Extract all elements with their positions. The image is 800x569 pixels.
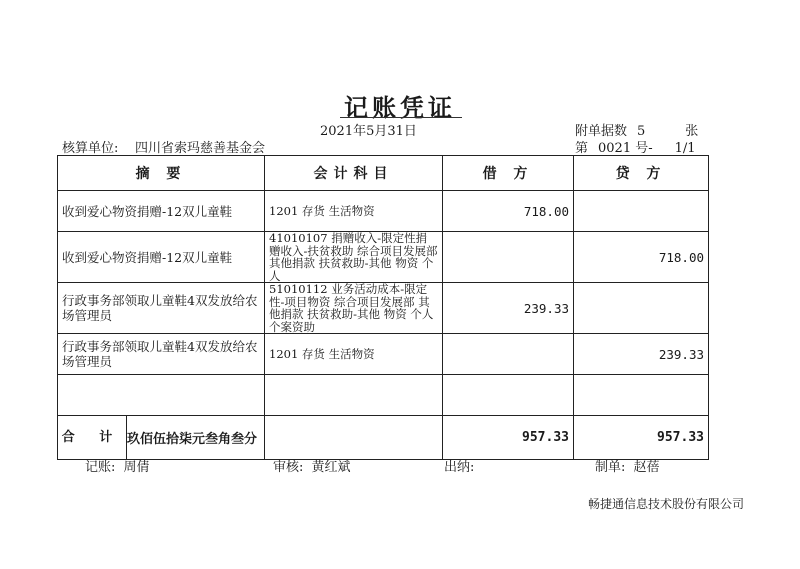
row-credit: 239.33 [574, 334, 709, 375]
row-account [265, 375, 443, 416]
reviewer-label: 审核: [273, 460, 304, 475]
row-summary: 收到爱心物资捐赠-12双儿童鞋 [58, 232, 265, 283]
row-account: 51010112 业务活动成本-限定性-项目物资 综合项目发展部 其他捐款 扶贫救助-其他 物资 个人 个案资助 [265, 283, 443, 334]
maker-name: 赵蓓 [633, 460, 660, 475]
header-summary: 摘 要 [58, 156, 265, 191]
bookkeeper-name: 周倩 [123, 460, 150, 475]
voucher-title: 记账凭证 [344, 93, 456, 122]
reviewer-name: 黄红斌 [311, 460, 351, 475]
header-account: 会计科目 [265, 156, 443, 191]
total-row [58, 416, 709, 460]
software-company: 畅捷通信息技术股份有限公司 [588, 497, 745, 511]
table-header-row [58, 156, 709, 191]
header-debit: 借 方 [443, 156, 574, 191]
total-amount-words: 玖佰伍拾柒元叁角叁分 [127, 432, 258, 447]
row-account: 41010107 捐赠收入-限定性捐赠收入-扶贫救助 综合项目发展部 其他捐款 扶贫救助-其他 物资 个人 [265, 232, 443, 283]
voucher-prefix: 第 [575, 141, 589, 156]
voucher-number: 0021 [598, 141, 632, 156]
maker-signature [595, 456, 660, 475]
row-credit [574, 375, 709, 416]
total-debit: 957.33 [443, 416, 574, 460]
row-credit: 718.00 [574, 232, 709, 283]
cashier-signature [444, 456, 474, 475]
table-row [58, 232, 709, 283]
row-debit [443, 232, 574, 283]
row-summary: 收到爱心物资捐赠-12双儿童鞋 [58, 191, 265, 232]
voucher-number-info [575, 137, 696, 156]
attachments-count: 5 [637, 124, 646, 139]
bookkeeper-label: 记账: [85, 460, 116, 475]
reviewer-signature [273, 456, 351, 475]
total-spacer [265, 416, 443, 460]
total-label: 合 计 [58, 416, 127, 459]
row-account: 1201 存货 生活物资 [265, 191, 443, 232]
maker-label: 制单: [595, 460, 626, 475]
attachments-label: 附单据数 [575, 124, 628, 139]
row-summary: 行政事务部领取儿童鞋4双发放给农场管理员 [58, 283, 265, 334]
total-cell [58, 416, 265, 460]
row-account: 1201 存货 生活物资 [265, 334, 443, 375]
table-row [58, 283, 709, 334]
row-credit [574, 283, 709, 334]
table-row [58, 191, 709, 232]
row-debit: 239.33 [443, 283, 574, 334]
voucher-page: 1/1 [674, 141, 696, 156]
row-debit [443, 375, 574, 416]
row-debit: 718.00 [443, 191, 574, 232]
voucher-table [57, 155, 709, 460]
cashier-label: 出纳: [444, 460, 475, 475]
org-label: 核算单位: [62, 141, 119, 156]
row-credit [574, 191, 709, 232]
table-row [58, 334, 709, 375]
header-credit: 贷 方 [574, 156, 709, 191]
attachments-unit: 张 [685, 124, 699, 139]
total-credit: 957.33 [574, 416, 709, 460]
row-debit [443, 334, 574, 375]
table-row [58, 375, 709, 416]
org-name: 四川省索玛慈善基金会 [135, 141, 266, 156]
title-underline [340, 117, 462, 118]
bookkeeper-signature [85, 456, 150, 475]
row-summary [58, 375, 265, 416]
row-summary: 行政事务部领取儿童鞋4双发放给农场管理员 [58, 334, 265, 375]
voucher-date: 2021年5月31日 [320, 124, 417, 139]
voucher-suffix: 号- [635, 141, 653, 156]
